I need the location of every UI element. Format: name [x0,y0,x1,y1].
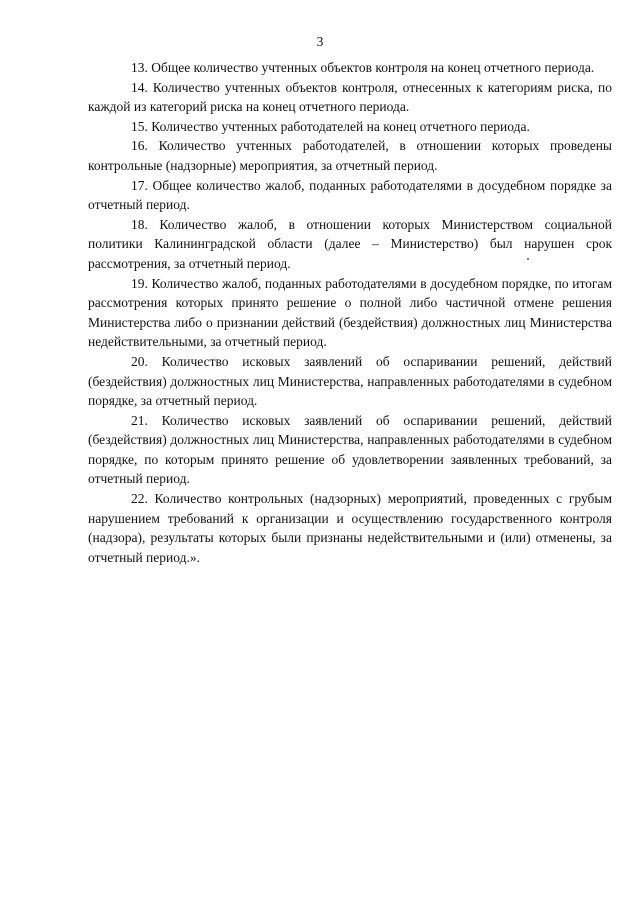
paragraph-item-17: 17. Общее количество жалоб, поданных работодателями в досудебном порядке за отчетный период. [88,177,612,213]
paragraph-item-13: 13. Общее количество учтенных объектов контроля на конец отчетного периода. [131,60,595,75]
document-body [88,58,612,567]
paragraph-item-18: 18. Количество жалоб, в отношении которых Министерством социальной политики Калининградской области (далее – Министерство) был нарушен срок рассмотрения, за отчетный период. [88,216,612,271]
paragraph-item-20: 20. Количество исковых заявлений об оспаривании решений, действий (бездействия) должностных лиц Министерства, направленных работодателями в судебном порядке, за отчетный период. [88,353,612,409]
scan-speck [527,258,529,260]
paragraph-item-21: 21. Количество исковых заявлений об оспаривании решений, действий (бездействия) должностных лиц Министерства, направленных работодателями в судебном порядке, по которым принято решение об удовлетворении заявленных требований, за отчетный период. [88,412,612,487]
paragraph-item-16: 16. Количество учтенных работодателей, в отношении которых проведены контрольные (надзорные) мероприятия, за отчетный период. [88,138,612,173]
paragraph-item-15: 15. Количество учтенных работодателей на конец отчетного периода. [131,118,530,134]
page-number: 3 [316,34,324,49]
paragraph-item-14: 14. Количество учтенных объектов контроля, отнесенных к категориям риска, по каждой из категорий риска на конец отчетного периода. [88,79,612,115]
paragraph-item-19: 19. Количество жалоб, поданных работодателями в досудебном порядке, по итогам рассмотрения которых принято решение о полной либо частичной отмене решения Министерства либо о признании действий (бездействия) должностных лиц Министерства недействительными, за отчетный период. [88,275,612,350]
paragraph-item-22: 22. Количество контрольных (надзорных) мероприятий, проведенных с грубым нарушением требований к организации и осуществлению государственного контроля (надзора), результаты которых были признаны недействительными и (или) отменены, за отчетный период.». [88,491,612,565]
